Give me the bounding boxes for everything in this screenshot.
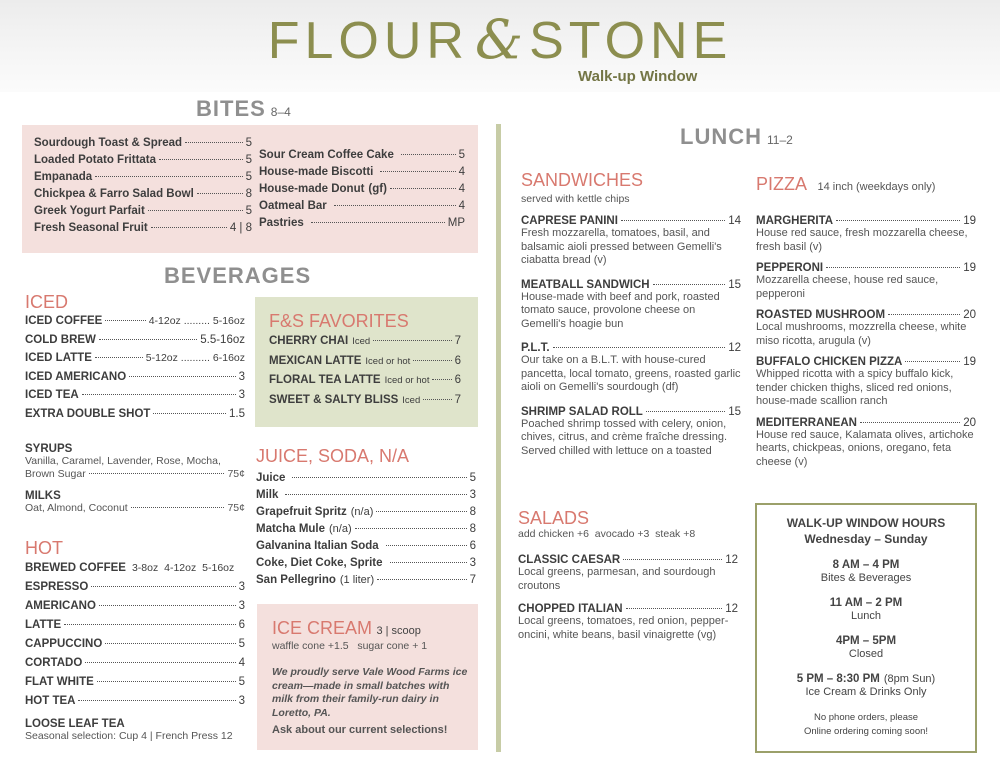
dot-leader — [386, 545, 467, 546]
dot-leader — [626, 608, 723, 609]
item-description: Poached shrimp tossed with celery, onion, chives, citrus, and crème fraîche dressing. Served chilled with lettuce on a toasted — [521, 417, 728, 457]
ice-cream-addons: waffle cone +1.5 sugar cone + 1 — [272, 640, 428, 652]
item-price: 19 — [963, 356, 976, 368]
item-note: (n/a) — [350, 506, 374, 518]
ice-cream-price: 3 | scoop — [376, 625, 421, 637]
item-note: Iced — [352, 336, 371, 347]
dot-leader — [311, 222, 445, 223]
item-price: 6 — [469, 540, 476, 552]
favorites-box — [255, 297, 478, 427]
dot-leader — [413, 360, 451, 361]
dot-leader — [401, 154, 456, 155]
bites-right-list — [259, 149, 465, 234]
ice-cream-title: ICE CREAM — [272, 618, 373, 638]
item-title-row — [521, 406, 741, 418]
hours-label: Ice Cream & Drinks Only — [805, 686, 927, 698]
dot-leader — [380, 171, 455, 172]
item-name: BUFFALO CHICKEN PIZZA — [756, 356, 903, 368]
dot-leader — [905, 361, 960, 362]
bites-hours: 8–4 — [270, 105, 291, 119]
item-price: 4 | 8 — [229, 222, 252, 234]
dot-leader — [159, 159, 243, 160]
item-name: MEXICAN LATTE — [269, 354, 362, 367]
item-name: MEATBALL SANDWICH — [521, 278, 650, 291]
item-name: P.L.T. — [521, 342, 550, 354]
item-name: Sourdough Toast & Spread — [34, 137, 183, 149]
lunch-item — [756, 262, 976, 301]
dot-leader — [423, 399, 451, 400]
logo — [0, 10, 1000, 71]
item-price: 6 — [454, 374, 461, 386]
hot-title: HOT — [25, 538, 63, 558]
item-title-row — [756, 262, 976, 274]
item-price: 5 — [238, 676, 245, 688]
hours-label: Closed — [848, 648, 884, 660]
iced-list — [25, 315, 245, 426]
iced-item-row — [25, 352, 245, 371]
bites-item-row — [259, 200, 465, 217]
bites-item-row — [259, 166, 465, 183]
hot-item-row — [25, 676, 245, 695]
bites-item-row — [259, 183, 465, 200]
lunch-item — [521, 406, 741, 459]
item-price: 5.5-16oz — [200, 333, 245, 346]
hours-extra: (8pm Sun) — [883, 673, 936, 685]
bites-item-row — [34, 205, 252, 222]
juice-item-row — [256, 523, 476, 540]
iced-item-row — [25, 371, 245, 390]
hours-days: Wednesday – Sunday — [804, 532, 928, 546]
item-name: CHOPPED ITALIAN — [518, 603, 623, 615]
syrups-text: Vanilla, Caramel, Lavender, Rose, Mocha, — [25, 455, 221, 467]
favorites-list — [269, 335, 461, 413]
item-price: 5 — [458, 149, 465, 161]
hours-block — [757, 597, 975, 623]
salad-list — [518, 554, 738, 642]
item-name: ICED COFFEE — [25, 315, 103, 327]
brewed-coffee-row — [25, 562, 245, 579]
dot-leader — [151, 227, 227, 228]
hours-time: 4PM – 5PM — [835, 635, 897, 647]
item-price: 12 — [725, 554, 738, 566]
item-description: Local greens, parmesan, and sourdough croutons — [518, 566, 716, 592]
item-price: 19 — [963, 262, 976, 274]
item-name: Loaded Potato Frittata — [34, 154, 157, 166]
item-name: ROASTED MUSHROOM — [756, 309, 886, 321]
dot-leader — [91, 586, 235, 587]
dot-leader — [376, 511, 466, 512]
lunch-title-text: LUNCH — [680, 124, 762, 149]
dot-leader — [621, 220, 725, 221]
item-price: 5 — [245, 137, 252, 149]
item-price: 8 — [245, 188, 252, 200]
iced-item-row — [25, 408, 245, 427]
item-price: 12 — [728, 342, 741, 354]
item-name: Fresh Seasonal Fruit — [34, 222, 148, 234]
dot-leader — [377, 579, 466, 580]
hours-time-line — [757, 635, 975, 648]
item-name: Greek Yogurt Parfait — [34, 205, 145, 217]
milks-price: 75¢ — [227, 502, 245, 514]
dot-leader — [148, 210, 243, 211]
milks-title: MILKS — [25, 490, 61, 502]
item-price: 7 — [454, 393, 461, 406]
item-name: Grapefruit Spritz — [256, 506, 347, 518]
item-price: 5 — [245, 205, 252, 217]
item-name: ICED TEA — [25, 389, 79, 401]
juice-item-row — [256, 489, 476, 506]
dot-leader — [95, 357, 143, 358]
item-name: FLAT WHITE — [25, 676, 94, 688]
hot-item-row — [25, 600, 245, 619]
item-price: 1.5 — [229, 407, 245, 420]
item-note: Iced or hot — [384, 375, 430, 386]
dot-leader — [646, 411, 725, 412]
dot-leader — [888, 314, 960, 315]
loose-tea-text: Seasonal selection: Cup 4 | French Press 12 — [25, 730, 233, 742]
item-description: House-made with beef and pork, roasted tomato sauce, provolone cheese on Gemelli's hoagie bun — [521, 290, 720, 330]
item-title-row — [756, 356, 976, 368]
bites-item-row — [259, 149, 465, 166]
item-name: EXTRA DOUBLE SHOT — [25, 407, 151, 420]
iced-item-row — [25, 315, 245, 334]
item-price: 8 — [469, 506, 476, 518]
item-name: AMERICANO — [25, 600, 96, 612]
sandwich-list — [521, 215, 741, 458]
item-name: House-made Donut — [259, 183, 365, 195]
dot-leader — [78, 700, 235, 701]
hours-blocks — [757, 559, 975, 699]
item-note: (n/a) — [329, 523, 352, 535]
hours-note-1: No phone orders, please — [813, 712, 919, 723]
item-name: ESPRESSO — [25, 581, 89, 593]
pizza-list — [756, 215, 976, 469]
item-price: 5 — [245, 171, 252, 183]
dot-leader — [334, 205, 456, 206]
item-price: 4 — [458, 200, 465, 212]
hours-time-line — [757, 673, 975, 686]
lunch-item — [518, 603, 738, 642]
item-price: 3 — [238, 389, 245, 401]
pizza-title: PIZZA — [756, 174, 808, 194]
hours-time-line — [757, 597, 975, 610]
item-title-row — [521, 342, 741, 354]
dot-leader — [197, 193, 243, 194]
dot-leader — [390, 562, 467, 563]
pizza-heading — [756, 174, 935, 195]
item-price: 3 — [469, 489, 476, 501]
subtitle: Walk-up Window — [578, 68, 698, 85]
hours-title: WALK-UP WINDOW HOURS — [786, 516, 946, 530]
item-name: FLORAL TEA LATTE — [269, 374, 381, 386]
item-description: Fresh mozzarella, tomatoes, basil, and balsamic aioli pressed between Gemelli's ciabatta bread (v) — [521, 227, 722, 266]
item-description: Our take on a B.L.T. with house-cured pancetta, local tomato, greens, roasted garlic aioli on Gemelli's sourdough (df) — [521, 354, 741, 393]
ice-cream-text: We proudly serve Vale Wood Farms ice cream—made in small batches with milk from their family-run dairy in Loretto, PA. — [272, 666, 468, 719]
bites-item-row — [34, 137, 252, 154]
hours-label: Lunch — [851, 610, 881, 622]
item-name: SHRIMP SALAD ROLL — [521, 405, 643, 418]
hours-note-2: Online ordering coming soon! — [803, 726, 929, 737]
bites-left-list — [34, 137, 252, 239]
hours-time: 8 AM – 4 PM — [832, 559, 900, 571]
hours-block — [757, 673, 975, 699]
milks-text: Oat, Almond, Coconut — [25, 502, 128, 514]
item-description: Mozzarella cheese, house red sauce, pepperoni — [756, 274, 939, 300]
bites-title-text: BITES — [196, 96, 266, 121]
hot-list — [25, 581, 245, 714]
dot-leader — [153, 413, 226, 414]
item-note: Iced — [402, 394, 421, 406]
bites-item-row — [34, 171, 252, 188]
item-price: 3 — [238, 581, 245, 593]
bites-item-row — [34, 154, 252, 171]
item-name: Empanada — [34, 171, 93, 183]
syrups-section — [25, 443, 245, 516]
iced-item-row — [25, 389, 245, 408]
item-name: MARGHERITA — [756, 215, 834, 227]
item-price: 12 — [725, 603, 738, 615]
sandwiches-title: SANDWICHES — [521, 170, 644, 190]
item-price: MP — [447, 217, 465, 229]
dot-leader — [653, 284, 726, 285]
iced-title: ICED — [25, 292, 69, 312]
item-price: 4 — [238, 657, 245, 669]
hours-block — [757, 635, 975, 661]
item-price: 3 — [238, 600, 245, 612]
juice-item-row — [256, 540, 476, 557]
item-price: 15 — [728, 405, 741, 418]
beverages-title: BEVERAGES — [164, 263, 312, 288]
dot-leader — [85, 662, 235, 663]
bites-item-row — [34, 188, 252, 205]
syrups-price: 75¢ — [227, 468, 245, 480]
dot-leader — [390, 188, 456, 189]
item-name: MEDITERRANEAN — [756, 416, 857, 429]
milks-row — [25, 502, 245, 516]
hot-item-row — [25, 619, 245, 638]
juice-item-row — [256, 574, 476, 591]
juice-title: JUICE, SODA, N/A — [256, 446, 410, 466]
item-name: Oatmeal Bar — [259, 200, 327, 212]
item-name: HOT TEA — [25, 695, 76, 707]
item-name: Milk — [256, 489, 279, 501]
item-price: 5-12oz .......... 6-16oz — [145, 352, 245, 364]
item-description: Whipped ricotta with a spicy buffalo kick, tender chicken thighs, sliced red onions, house-made scallion ranch — [756, 368, 954, 407]
bites-item-row — [34, 222, 252, 239]
hours-block — [757, 559, 975, 585]
favorite-item-row — [269, 335, 461, 355]
logo-text-right: STONE — [529, 12, 733, 70]
item-description: Local mushrooms, mozzrella cheese, white miso ricotta, arugula (v) — [756, 321, 967, 347]
logo-ampersand: & — [474, 8, 524, 71]
dot-leader — [355, 528, 467, 529]
item-name: CAPPUCCINO — [25, 638, 103, 650]
item-title-row — [756, 417, 976, 429]
dot-leader — [292, 477, 466, 478]
item-note: (1 liter) — [339, 574, 375, 586]
dot-leader — [105, 643, 235, 644]
dot-leader — [105, 320, 145, 321]
dot-leader — [82, 394, 236, 395]
loose-tea-title: LOOSE LEAF TEA — [25, 718, 125, 730]
juice-list — [256, 472, 476, 591]
dot-leader — [285, 494, 466, 495]
favorite-item-row — [269, 394, 461, 414]
item-price: 5 — [238, 638, 245, 650]
ice-cream-heading — [272, 618, 472, 639]
brewed-price: 3-8oz 4-12oz 5-16oz — [131, 562, 235, 574]
item-price: 3 — [469, 557, 476, 569]
favorite-item-row — [269, 374, 461, 394]
item-title-row — [518, 603, 738, 615]
item-price: 14 — [728, 215, 741, 227]
item-name: House-made Biscotti — [259, 166, 374, 178]
dot-leader — [836, 220, 960, 221]
bites-item-row — [259, 217, 465, 234]
ice-cream-ask: Ask about our current selections! — [272, 724, 448, 736]
hours-time-line — [757, 559, 975, 572]
item-name: ICED AMERICANO — [25, 370, 127, 383]
item-note: Iced or hot — [365, 355, 411, 367]
lunch-item — [756, 417, 976, 470]
item-price: 7 — [469, 574, 476, 586]
brewed-name: BREWED COFFEE — [25, 562, 126, 574]
hours-time: 11 AM – 2 PM — [829, 597, 903, 609]
item-price: 20 — [963, 416, 976, 429]
item-price: 19 — [963, 215, 976, 227]
juice-item-row — [256, 557, 476, 574]
item-price: 15 — [728, 278, 741, 291]
item-title-row — [756, 309, 976, 321]
item-name: COLD BREW — [25, 333, 96, 346]
lunch-title — [680, 124, 793, 150]
item-title-row — [521, 279, 741, 291]
item-price: 5 — [469, 472, 476, 484]
lunch-item — [756, 215, 976, 254]
lunch-item — [756, 356, 976, 409]
hot-item-row — [25, 657, 245, 676]
hours-time: 5 PM – 8:30 PM — [796, 673, 880, 685]
item-price: 6 — [238, 619, 245, 631]
lunch-item — [521, 215, 741, 268]
juice-item-row — [256, 506, 476, 523]
item-name: CHERRY CHAI — [269, 335, 349, 347]
item-name: San Pellegrino — [256, 574, 336, 586]
favorite-item-row — [269, 355, 461, 375]
item-description: Local greens, tomatoes, red onion, pepper-oncini, white beans, basil vinaigrette (vg) — [518, 615, 729, 641]
hot-item-row — [25, 695, 245, 714]
column-divider — [496, 124, 501, 752]
salads-title: SALADS — [518, 508, 590, 528]
item-name: PEPPERONI — [756, 262, 824, 274]
dot-leader — [99, 339, 197, 340]
item-name: Coke, Diet Coke, Sprite — [256, 557, 383, 569]
logo-text-left: FLOUR — [267, 12, 469, 70]
dot-leader — [826, 267, 960, 268]
item-name: Sour Cream Coffee Cake — [259, 149, 394, 161]
item-price: 7 — [454, 335, 461, 347]
dot-leader — [432, 379, 451, 380]
lunch-item — [521, 279, 741, 332]
lunch-item — [756, 309, 976, 348]
item-price: 20 — [963, 309, 976, 321]
item-note: (gf) — [368, 183, 387, 195]
item-name: Galvanina Italian Soda — [256, 540, 379, 552]
item-description: House red sauce, fresh mozzarella cheese, fresh basil (v) — [756, 227, 968, 253]
item-name: Juice — [256, 472, 286, 484]
item-name: LATTE — [25, 619, 62, 631]
item-price: 3 — [238, 370, 245, 383]
bites-box — [22, 125, 478, 253]
item-price: 8 — [469, 523, 476, 535]
salads-note: add chicken +6 avocado +3 steak +8 — [518, 528, 696, 540]
juice-item-row — [256, 472, 476, 489]
dot-leader — [129, 376, 235, 377]
hot-item-row — [25, 638, 245, 657]
dot-leader — [97, 681, 236, 682]
item-name: Chickpea & Farro Salad Bowl — [34, 188, 194, 200]
item-price: 3 — [238, 695, 245, 707]
item-name: Pastries — [259, 217, 304, 229]
syrups-price-row — [25, 468, 245, 482]
dot-leader — [623, 559, 722, 560]
hours-label: Bites & Beverages — [820, 572, 912, 584]
dot-leader — [553, 347, 726, 348]
dot-leader — [99, 605, 236, 606]
syrups-title: SYRUPS — [25, 443, 73, 455]
favorites-title: F&S FAVORITES — [269, 311, 409, 331]
dot-leader — [95, 176, 242, 177]
lunch-item — [521, 342, 741, 395]
item-name: CORTADO — [25, 657, 83, 669]
item-price: 4 — [458, 183, 465, 195]
item-title-row — [518, 554, 738, 566]
item-name: Matcha Mule — [256, 523, 326, 535]
item-name: CLASSIC CAESAR — [518, 554, 621, 566]
hours-box — [755, 503, 977, 753]
syrups-last: Brown Sugar — [25, 468, 86, 480]
item-name: CAPRESE PANINI — [521, 215, 618, 227]
lunch-hours: 11–2 — [767, 133, 793, 147]
dot-leader — [64, 624, 235, 625]
sandwiches-note: served with kettle chips — [521, 193, 630, 205]
item-price: 4-12oz ......... 5-16oz — [148, 315, 245, 327]
item-title-row — [756, 215, 976, 227]
item-description: House red sauce, Kalamata olives, artichoke hearts, chickpeas, onions, oregano, feta cheese (v) — [756, 428, 974, 468]
item-name: SWEET & SALTY BLISS — [269, 393, 399, 406]
dot-leader — [860, 422, 960, 423]
bites-title — [196, 96, 291, 122]
ice-cream-box — [257, 604, 478, 750]
pizza-note: 14 inch (weekdays only) — [817, 181, 936, 193]
hours-note — [757, 711, 975, 739]
dot-leader — [185, 142, 243, 143]
item-price: 5 — [245, 154, 252, 166]
hot-list-wrapper — [25, 562, 245, 743]
lunch-item — [518, 554, 738, 593]
item-price: 6 — [454, 354, 461, 367]
hot-item-row — [25, 581, 245, 600]
item-name: ICED LATTE — [25, 352, 92, 364]
item-price: 4 — [458, 166, 465, 178]
dot-leader — [373, 340, 451, 341]
item-title-row — [521, 215, 741, 227]
iced-item-row — [25, 334, 245, 353]
